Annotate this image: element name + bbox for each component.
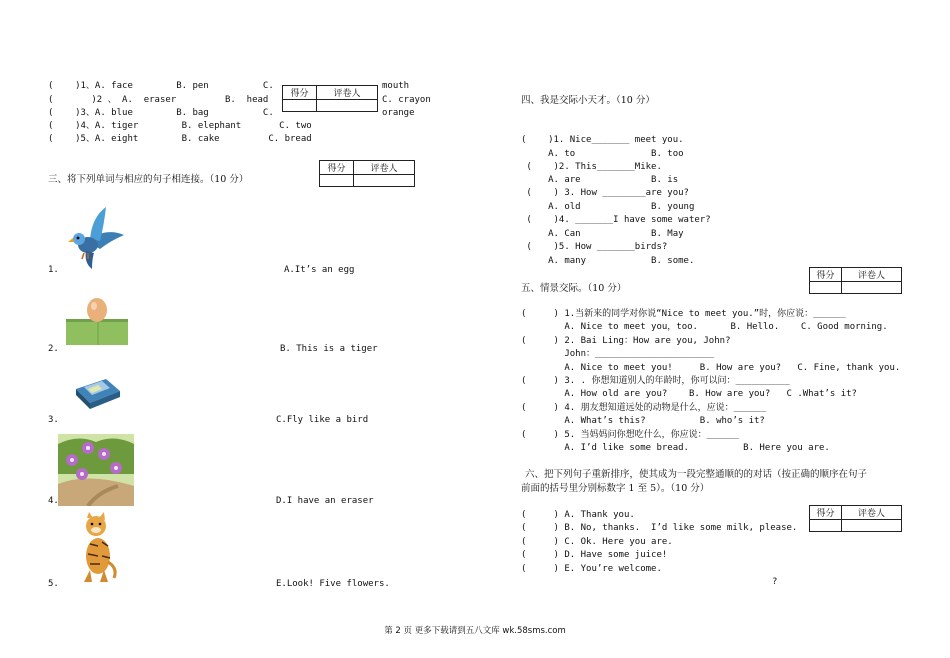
grader-cell[interactable] [317,100,378,112]
sentence-e: E.Look! Five flowers. [276,579,390,589]
section5-line: A. Nice to meet you，too. B. Hello. C. Good morning. [521,322,888,332]
section4-line: A. old B. young [521,202,695,212]
item-number-3: 3. [48,415,59,425]
section5-line: A. What’s this? B. who’s it? [521,416,765,426]
part2-item-3: ( )3、A. blue B. bag C. [48,108,274,118]
sentence-d: D.I have an eraser [276,496,374,506]
section5-line: ( ) 5. 当妈妈问你想吃什么，你应说：______ [521,430,740,440]
sentence-b: B. This is a tiger [280,344,378,354]
section3-title: 三、将下列单词与相应的句子相连接。（10 分） [48,174,249,185]
grader-cell[interactable] [354,175,415,187]
section5-line: A. Nice to meet you! B. How are you? C. Fine, thank you. [521,363,901,373]
section6-line: ( ) B. No, thanks. I’d like some milk, please. [521,523,798,533]
section4-line: ( )2. This_______Mike. [521,162,662,172]
score-label: 得分 [320,161,354,175]
section4-line: ( )4. _______I have some water? [521,215,711,225]
grader-cell[interactable] [842,282,902,294]
question-mark: ? [772,577,778,587]
part2-item-2: ( )2 、 A. eraser B. head [48,95,269,105]
item-number-2: 2. [48,344,59,354]
score-box-section3 [319,160,415,187]
item-number-4: 4. [48,496,59,506]
section6-line: ( ) C. Ok. Here you are. [521,537,673,547]
section4-line: ( )1. Nice_______ meet you. [521,135,684,145]
section5-line: ( ) 1.当新来的同学对你说“Nice to meet you.”时，你应说：______ [521,309,846,319]
section5-line: John：______________________ [521,349,715,359]
part2-option-crayon: C. crayon [382,95,431,105]
page-footer: 第 2 页 更多下载请到五八文库 wk.58sms.com [384,626,566,636]
section5-line: A. How old are you? B. How are you? C .What’s it? [521,389,857,399]
score-box-part2 [282,85,378,112]
score-cell[interactable] [320,175,354,187]
grader-label: 评卷人 [354,161,415,175]
grader-label: 评卷人 [842,506,902,520]
item-number-5: 5. [48,579,59,589]
sentence-c: C.Fly like a bird [276,415,369,425]
section5-line: A. I’d like some bread. B. Here you are. [521,443,830,453]
score-cell[interactable] [810,282,842,294]
section4-line: ( )5. How _______birds? [521,242,668,252]
sentence-a: A.It’s an egg [284,265,355,275]
score-label: 得分 [283,86,317,100]
section4-line: ( ) 3. How ________are you? [521,188,689,198]
score-cell[interactable] [810,520,842,532]
egg-image [66,297,128,348]
grader-cell[interactable] [842,520,902,532]
grader-label: 评卷人 [842,268,902,282]
section5-line: ( ) 4. 朋友想知道远处的动物是什么，应说：______ [521,403,767,413]
section4-line: A. Can B. May [521,229,684,239]
item-number-1: 1. [48,265,59,275]
section4-line: A. many B. some. [521,256,695,266]
section6-line: ( ) A. Thank you. [521,510,635,520]
score-box-section4 [809,267,902,294]
part2-option-orange: orange [382,108,415,118]
section5-title: 五、情景交际。（10 分） [521,283,627,294]
tiger-image [76,512,118,587]
score-box-section6 [809,505,902,532]
section4-line: A. to B. too [521,149,684,159]
part2-item-1: ( )1、A. face B. pen C. [48,81,274,91]
bird-image [66,205,126,274]
section6-title-line1: 六、把下列句子重新排序，使其成为一段完整通顺的的对话（按正确的顺序在句子 [525,469,868,480]
section4-line: A. are B. is [521,175,679,185]
section6-line: ( ) D. Have some juice! [521,550,668,560]
part2-item-4: ( )4、A. tiger B. elephant C. two [48,121,312,131]
score-cell[interactable] [283,100,317,112]
score-label: 得分 [810,268,842,282]
section4-title: 四、我是交际小天才。（10 分） [521,95,655,106]
section6-title-line2: 前面的括号里分别标数字 1 至 5）。（10 分） [521,483,710,494]
flowers-image [58,434,134,509]
section6-line: ( ) E. You’re welcome. [521,564,662,574]
eraser-image [72,375,122,412]
score-label: 得分 [810,506,842,520]
section5-line: ( ) 3. . 你想知道别人的年龄时，你可以问：__________ [521,376,790,386]
part2-option-mouth: mouth [382,81,410,91]
part2-item-5: ( )5、A. eight B. cake C. bread [48,134,312,144]
section5-line: ( ) 2. Bai Ling：How are you, John? [521,336,731,346]
grader-label: 评卷人 [317,86,378,100]
